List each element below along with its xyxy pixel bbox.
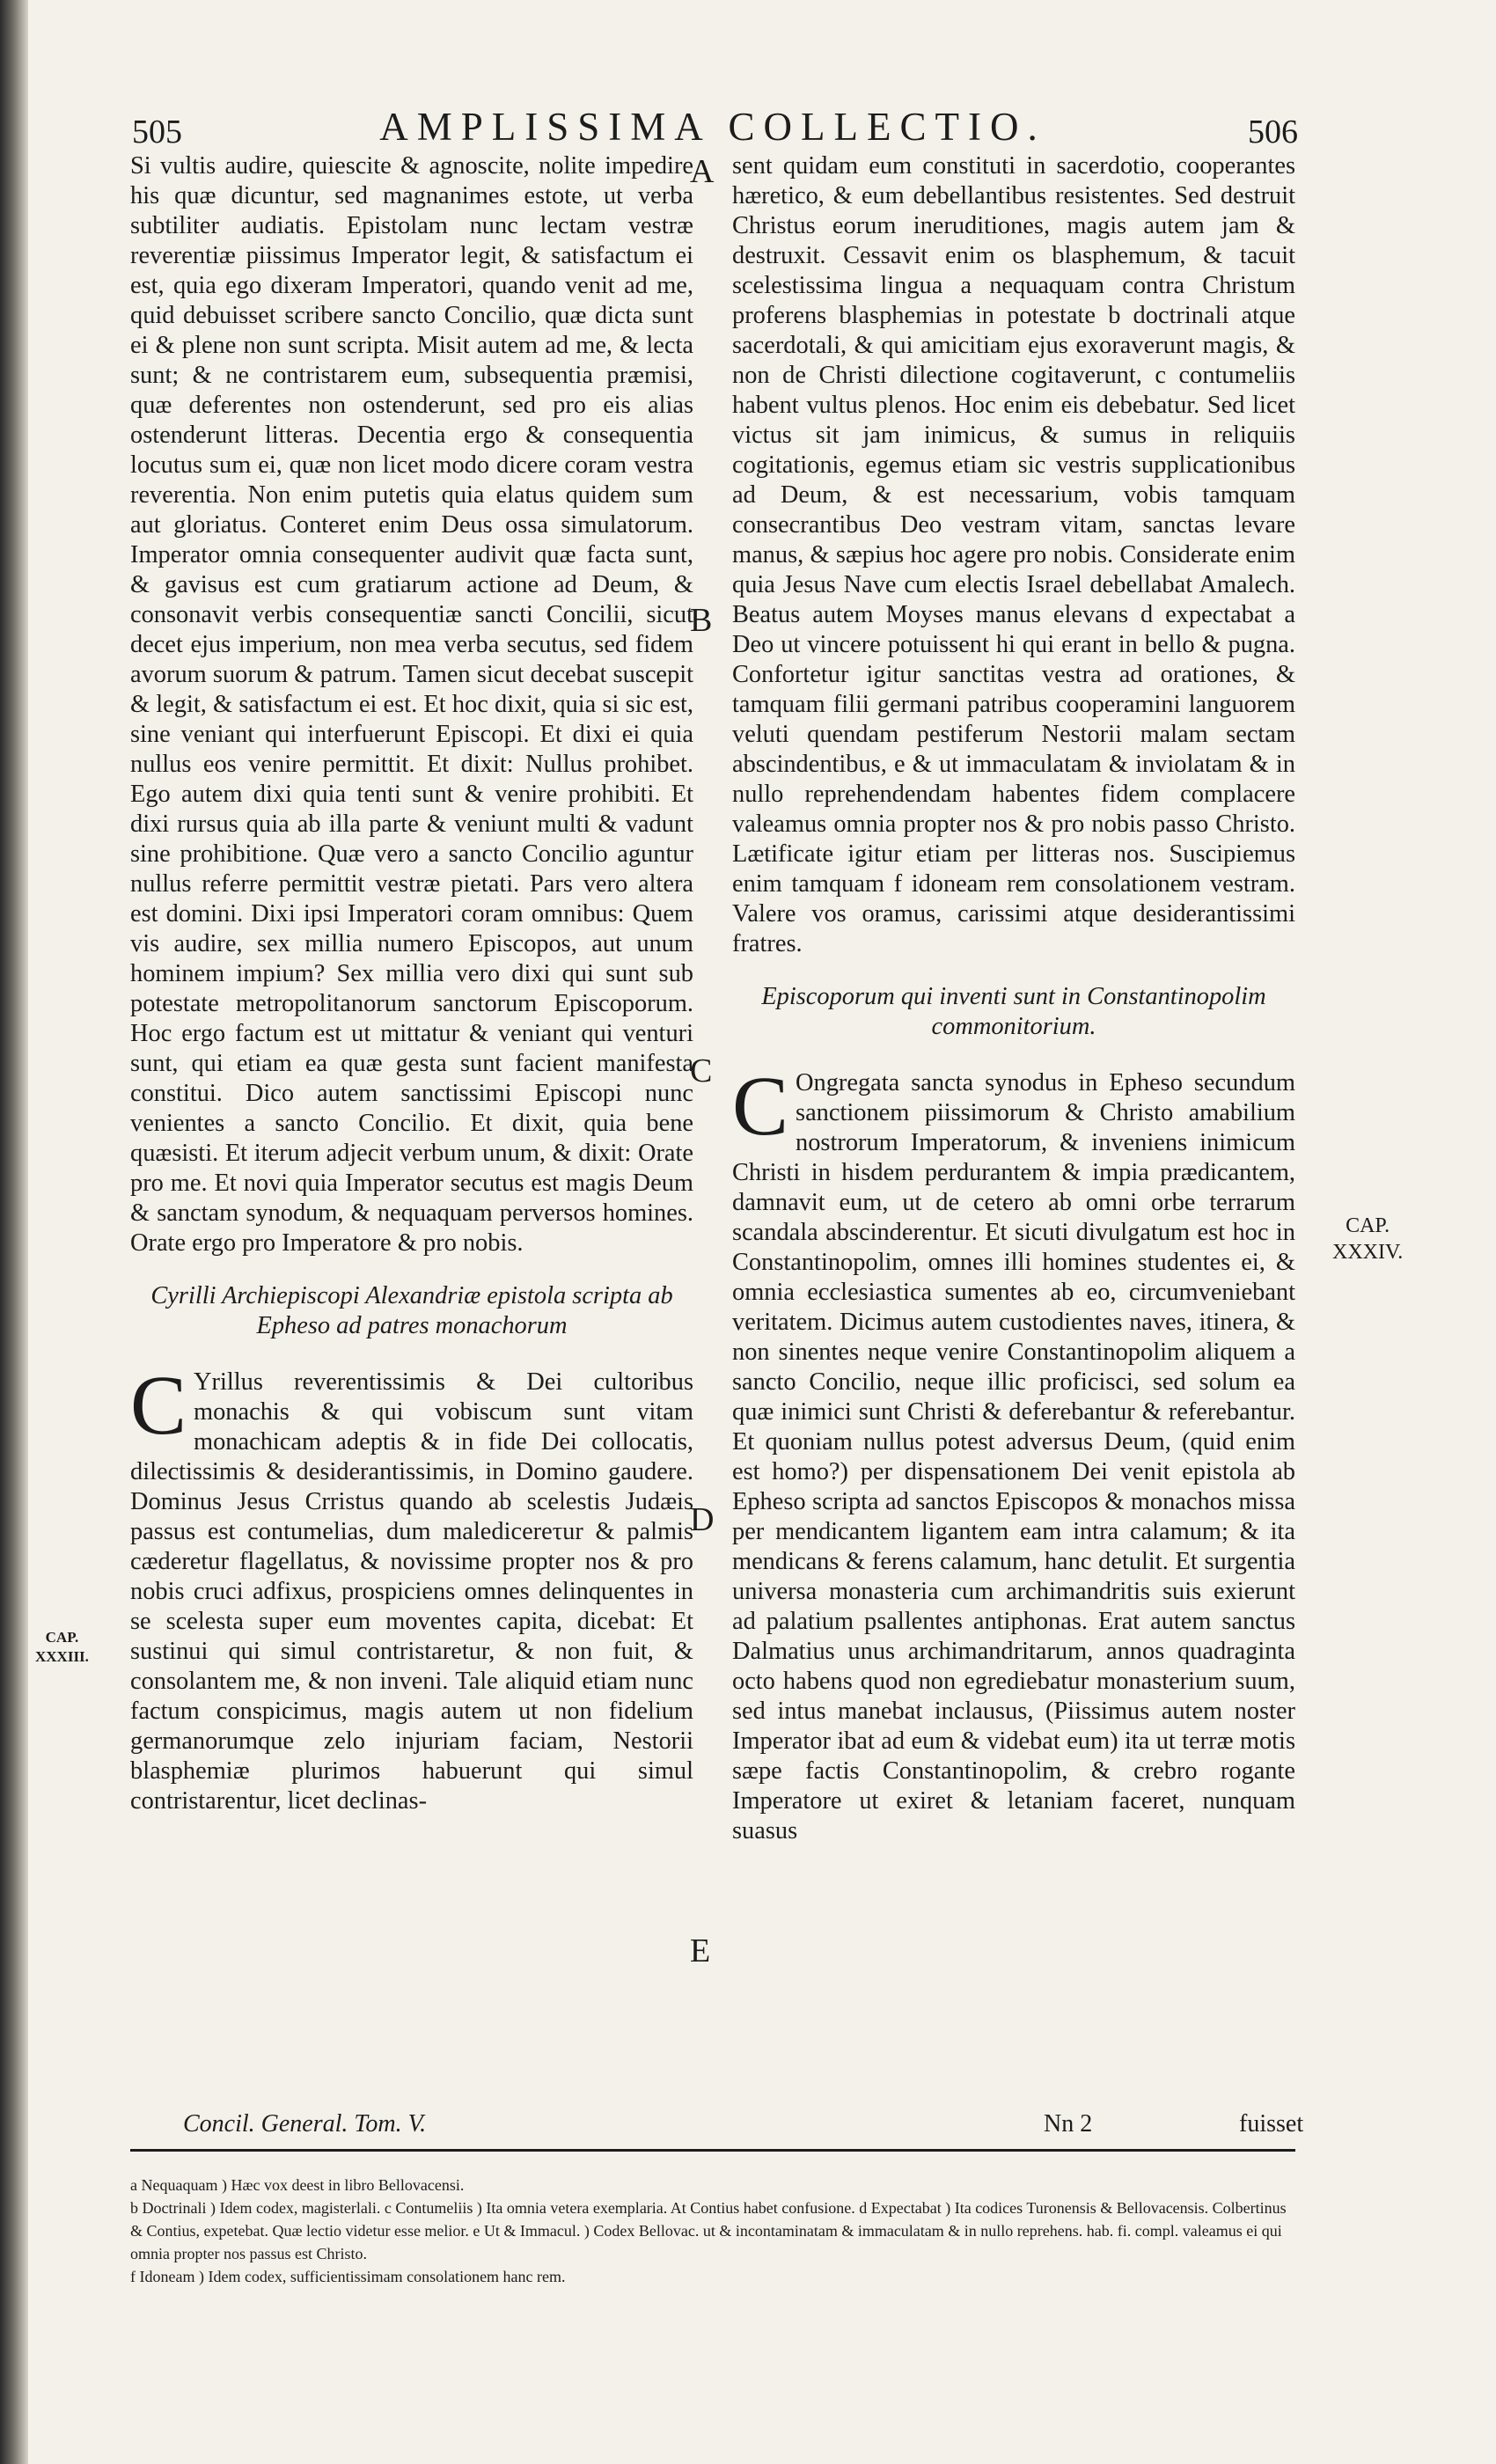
left-paragraph-1: Si vultis audire, quiescite & agnoscite, nolite impedire his quæ dicuntur, sed magnanimes estote, ut verba subtiliter audiatis. Epistolam nunc lectam vestræ reverentiæ piissimus Imperator legit, & satisfactum ei est, quia ego dixeram Imperatori, quando venit ad me, quid debuisset scribere sancto Concilio, quæ dicta sunt ei & plene non sunt scripta. Misit autem ad me, & lecta sunt; & ne contristarem eum, subsequentia præmisi, quæ deferentes non ostenderunt, sed pro eis alias ostenderunt litteras. Decentia ergo & consequentia locutus sum ei, quæ non licet modo dicere coram vestra reverentia. Non enim putetis quia elatus quidem sum aut gloriatus. Conteret enim Deus ossa simulatorum. Imperator omnia consequenter audivit quæ facta sunt, & gavisus est cum gratiarum actione ad Deum, & consonavit verbis consequentiæ sancti Concilii, sicut decet ejus imperium, non mea verba secutus, sed fidem avorum suorum & patrum. Tamen sicut decebat suscepit & legit, & satisfactum ei est. Et hoc dixit, quia si sic est, sine veniant qui interfuerunt Episcopi. Et dixi ei quia nullus eos venire permittit. Et dixit: Nullus prohibet. Ego autem dixi quia tenti sunt & venire prohibiti. Et dixi rursus quia ab illa parte & veniunt multi & vadunt sine prohibitione. Quæ vero a sancto Concilio aguntur nullus referre permittit vestræ pietati. Pars vero altera est domini. Dixi ipsi Imperatori coram omnibus: Quem vis audire, sex millia numero Episcopos, aut unum hominem impium? Sex millia vero dixi qui sunt sub potestate metropolitanorum sanctorum Episcoporum. Hoc ergo factum est ut mittatur & veniant qui venturi sunt, qui etiam ea quæ gesta sunt facient manifesta constitui. Dico autem sanctissimi Episcopi nunc venientes a sancto Concilio. Et dixit, quia bene quæsisti. Et iterum adjecit verbum unum, & dixit: Orate pro me. Et novi quia Imperator secutus est magis Deum & sanctam synodum, & nequaquam perversos homines. Orate ergo pro Imperatore & pro nobis. bbox=[130, 152, 693, 1257]
margin-letter-c: C bbox=[690, 1052, 713, 1089]
chapter-right-label: CAP. bbox=[1346, 1214, 1390, 1237]
page-title: AMPLISSIMA COLLECTIO. bbox=[379, 105, 1046, 149]
right-column bbox=[732, 151, 1295, 1846]
chapter-left-label: CAP. bbox=[45, 1629, 79, 1646]
left-paragraph-2-text: Yrillus reverentissimis & Dei cultoribus monachis & qui vobiscum sunt vitam monachicam adeptis & in fide Dei collocatis, dilectissimis & desiderantissimis, in Domino gaudere. Dominus Jesus Crristus quando ab scelestis Judæis passus est contumelias, dum maledicereτur & palmis cæderetur flagellatus, & novissime propter nos & pro nobis cruci adfixus, prospiciens omnes delinquentes in se scelesta super eum moventes capita, dicebat: Et sustinui qui simul contristaretur, & non fuit, & consolantem me, & non inveni. Tale aliquid etiam nunc factum conspicimus, magis autem ut non fidelium germanorumque zelo injuriam faciam, Nestorii blasphemiæ plurimos habuerunt qui simul contristarentur, licet declinas- bbox=[130, 1368, 693, 1815]
footer-rule bbox=[130, 2149, 1295, 2152]
right-paragraph-2-text: Ongregata sancta synodus in Epheso secundum sanctionem piissimorum & Christo amabilium nostrorum Imperatorum, & inveniens inimicum Christi in hisdem perdurantem & impia prædicantem, damnavit eum, ut de cetero ab omni orbe terrarum scandala abscinderentur. Et sicuti divulgatum est hoc in Constantinopolim, omnes illi homines studentes ei, & omnia ecclesiastica sumentes ab eo, circumveniebant veritatem. Dicimus autem custodientes naves, itinera, & non sinentes neque venire Constantinopolim aliquem a sancto Concilio, neque illic proficisci, sed solum ea quæ inimici sunt Christi & deferebantur & referebantur. Et quoniam nullus potest adversus Deum, (quid enim est homo?) per dispensationem Dei venit epistola ab Epheso scripta ad sanctos Episcopos & monachos missa per mendicantem ligantem eam intra calamum; & ita mendicans & ferens calamum, hanc detulit. Et surgentia universa monasteria cum archimandritis suis exierunt ad palatium psallentes antiphonas. Erat autem sanctus Dalmatius unus archimandritarum, annos quadraginta octo habens quod non egrediebatur monasterium suum, sed intus manebat inclausus, (Piissimus autem noster Imperator ibat ad eum & videbat eum) ita ut terræ motis sæpe factis Constantinopolim, & crebro rogante Imperatore ut exiret & letaniam faceret, nunquam suasus bbox=[732, 1069, 1295, 1844]
right-dropcap: C bbox=[732, 1059, 789, 1153]
chapter-marker-right bbox=[1332, 1213, 1403, 1265]
left-column bbox=[130, 151, 693, 1816]
right-paragraph-1: sent quidam eum constituti in sacerdotio, cooperantes hæretico, & eum debellantibus resistentes. Sed destruit Christus eorum ineruditiones, magis autem jam & destruxit. Cessavit enim os blasphemum, & tacuit scelestissima lingua a nequaquam contra Christum proferens blasphemias in potestate b doctrinali atque sacerdotali, & qui amicitiam ejus exoraverunt magis, & non de Christi dilectione cogitaverunt, c contumeliis habent vultus plenos. Hoc enim eis debebatur. Sed licet victus sit jam inimicus, & sumus in reliquiis cogitationis, egemus etiam sic vestris supplicationibus ad Deum, & est necessarium, vobis tamquam consecrantibus Deo vestram vitam, sanctas levare manus, & sæpius hoc agere pro nobis. Considerate enim quia Jesus Nave cum electis Israel debellabat Amalech. Beatus autem Moyses manus elevans d expectabat a Deo ut vincere potuissent hi qui erant in bello & pugna. Confortetur igitur sanctitas vestra ad orationes, & tamquam filii germani patribus cooperamini languorem veluti quendam pestiferum Nestorii malam sectam abscindentibus, e & ut immaculatam & inviolatam & in nullo reprehendendam habentes fidem complacere valeamus omnia propter nos & pro nobis passo Christo. Lætificate igitur etiam per litteras nos. Suscipiemus enim tamquam f idoneam rem consolationem vestram. Valere vos oramus, carissimi atque desiderantissimi fratres. bbox=[732, 152, 1295, 957]
chapter-right-number: XXXIV. bbox=[1332, 1241, 1404, 1264]
left-dropcap: C bbox=[130, 1358, 187, 1452]
footer-volume: Concil. General. Tom. V. bbox=[183, 2110, 427, 2138]
chapter-left-number: XXXIII. bbox=[35, 1648, 89, 1665]
chapter-marker-left bbox=[35, 1628, 89, 1667]
footnotes bbox=[130, 2174, 1295, 2288]
right-section-heading: Episcoporum qui inventi sunt in Constantinopolim commonitorium. bbox=[761, 983, 1266, 1040]
margin-letter-b: B bbox=[690, 602, 713, 639]
left-section-heading: Cyrilli Archiepiscopi Alexandriæ epistola scripta ab Epheso ad patres monachorum bbox=[150, 1282, 673, 1339]
page-number-left: 505 bbox=[132, 114, 182, 150]
footnote: a Nequaquam ) Hæc vox deest in libro Bellovacensi. bbox=[130, 2176, 465, 2194]
left-paragraph-2 bbox=[130, 1358, 693, 1816]
footnote: b Doctrinali ) Idem codex, magisterlali. c Contumeliis ) Ita omnia vetera exemplaria. At Contius habet confusione. d Expectabat ) Ita codices Turonensis & Bellovacensis. Colbertinus & Contius, expetebat. Quæ lectio videtur esse melior. e Ut & Immacul. ) Codex Bellovac. ut & incontaminatam & immaculatam & in nullo reprehens. hab. fi. compl. valeamus ei qui omnia propter nos passus est Christo. bbox=[130, 2199, 1287, 2262]
page-number-right: 506 bbox=[1248, 114, 1298, 150]
footer-catchword: fuisset bbox=[1239, 2110, 1304, 2138]
margin-letter-e: E bbox=[690, 1932, 711, 1969]
footnote: f Idoneam ) Idem codex, sufficientissimam consolationem hanc rem. bbox=[130, 2268, 566, 2285]
book-binding-shadow bbox=[0, 0, 28, 2464]
margin-letter-a: A bbox=[690, 153, 715, 190]
margin-letter-d: D bbox=[690, 1501, 715, 1538]
right-paragraph-2 bbox=[732, 1059, 1295, 1846]
footer-signature: Nn 2 bbox=[1044, 2110, 1093, 2138]
